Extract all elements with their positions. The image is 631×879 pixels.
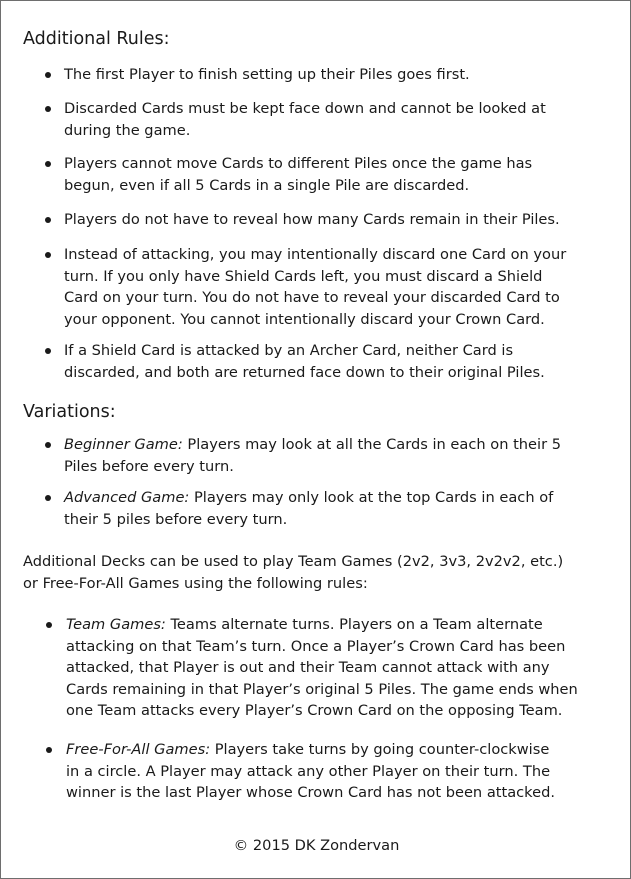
bullet-icon: [45, 217, 51, 223]
advanced-term: Advanced Game:: [64, 489, 190, 506]
rule-item-1: The first Player to finish setting up their Piles goes first.: [64, 66, 470, 83]
bullet-icon: [45, 252, 51, 258]
bullet-icon: [45, 161, 51, 167]
bullet-icon: [46, 747, 52, 753]
free-for-all-term: Free-For-All Games:: [66, 741, 211, 758]
bullet-icon: [45, 72, 51, 78]
team-games-item: Team Games: Teams alternate turns. Players on a Team alternate attacking on that Team’s turn. Once a Player’s Crown Card has been attacked, that Player is out and their Team cannot attack with any Cards remaining in that Player’s original 5 Piles. The game ends when one Team attacks every Player’s Crown Card on the opposing Team.: [66, 616, 578, 719]
bullet-icon: [45, 348, 51, 354]
beginner-term: Beginner Game:: [64, 436, 183, 453]
rule-item-2: Discarded Cards must be kept face down and cannot be looked at during the game.: [64, 100, 546, 139]
bullet-icon: [45, 442, 51, 448]
bullet-icon: [45, 495, 51, 501]
free-for-all-item: Free-For-All Games: Players take turns by going counter-clockwise in a circle. A Player may attack any other Player on their turn. The winner is the last Player whose Crown Card has not been attacked.: [66, 741, 555, 801]
bullet-icon: [46, 622, 52, 628]
variations-heading: Variations:: [23, 402, 116, 422]
variation-advanced: Advanced Game: Players may only look at the top Cards in each of their 5 piles before every turn.: [64, 489, 554, 528]
rule-item-5: Instead of attacking, you may intentionally discard one Card on your turn. If you only have Shield Cards left, you must discard a Shield Card on your turn. You do not have to reveal your discarded Card to your opponent. You cannot intentionally discard your Crown Card.: [64, 246, 567, 328]
rule-item-6: If a Shield Card is attacked by an Archer Card, neither Card is discarded, and both are returned face down to their original Piles.: [64, 342, 545, 381]
additional-decks-paragraph: Additional Decks can be used to play Team Games (2v2, 3v3, 2v2v2, etc.) or Free-For-All Games using the following rules:: [23, 553, 564, 592]
copyright-footer: © 2015 DK Zondervan: [233, 837, 400, 854]
team-games-term: Team Games:: [66, 616, 166, 633]
rule-item-3: Players cannot move Cards to different Piles once the game has begun, even if all 5 Cards in a single Pile are discarded.: [64, 155, 533, 194]
bullet-icon: [45, 106, 51, 112]
variation-beginner: Beginner Game: Players may look at all the Cards in each on their 5 Piles before every turn.: [64, 436, 562, 475]
additional-rules-heading: Additional Rules:: [23, 29, 170, 49]
rule-item-4: Players do not have to reveal how many Cards remain in their Piles.: [64, 211, 560, 228]
